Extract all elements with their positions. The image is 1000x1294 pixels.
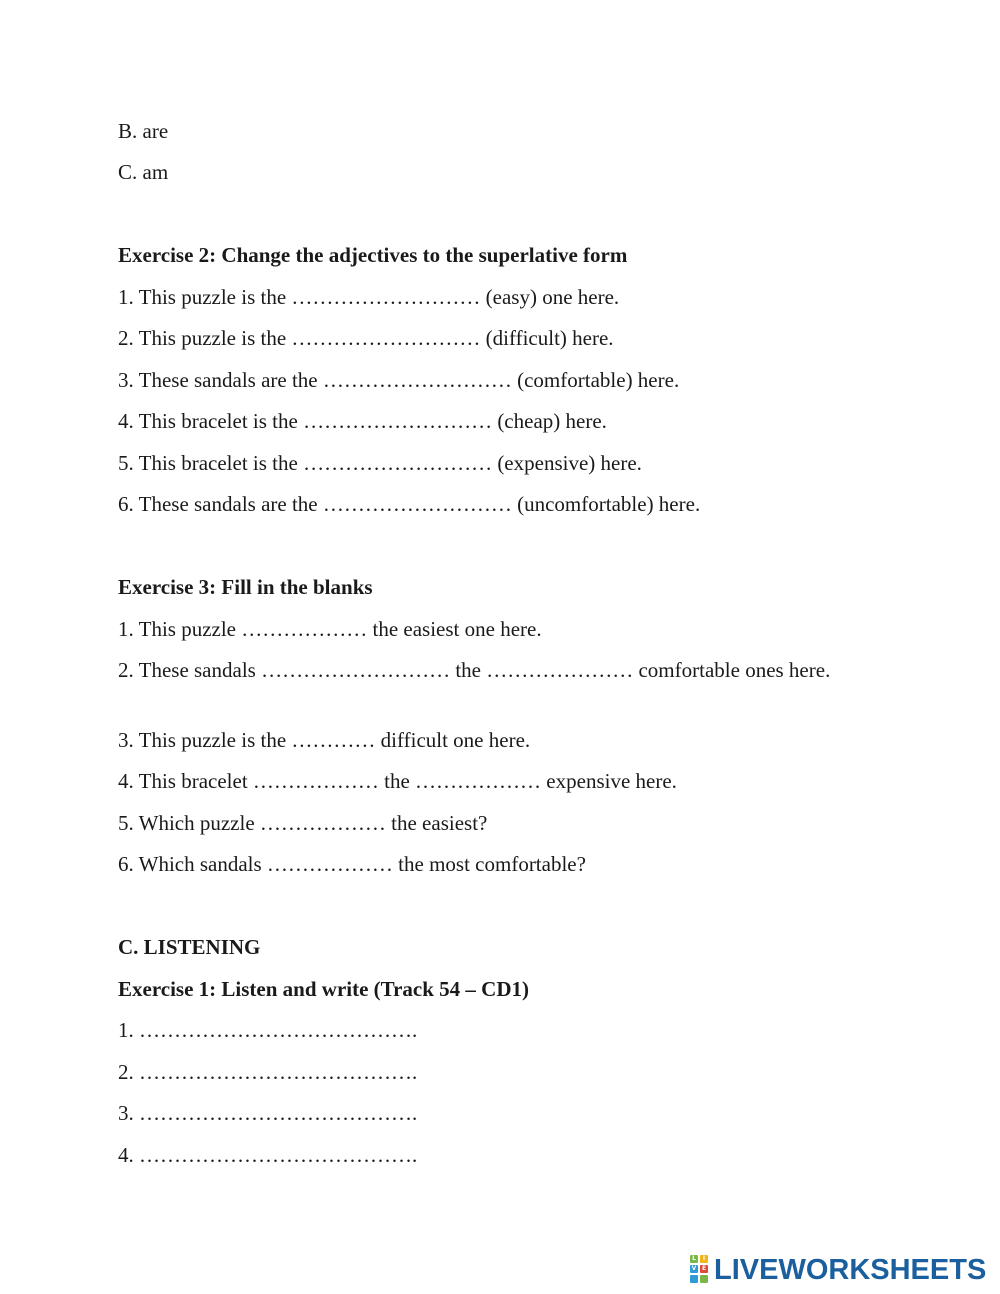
listening-item: 1. …………………………………. [118, 1018, 418, 1042]
exercise3-item: 3. This puzzle is the ………… difficult one here. [118, 728, 531, 752]
liveworksheets-logo-text: LIVEWORKSHEETS [714, 1254, 987, 1286]
exercise2-item: 2. This puzzle is the ……………………… (difficult) here. [118, 326, 614, 350]
logo-tile: E [701, 1265, 707, 1272]
listening-item: 3. …………………………………. [118, 1101, 418, 1125]
liveworksheets-logo[interactable] [690, 1252, 990, 1288]
listening-item: 2. …………………………………. [118, 1060, 418, 1084]
exercise2-item: 4. This bracelet is the ……………………… (cheap) here. [118, 409, 607, 433]
exercise3-item: 5. Which puzzle ……………… the easiest? [118, 811, 488, 835]
listening-section-title: C. LISTENING [118, 935, 261, 959]
logo-tile: L [690, 1255, 698, 1263]
logo-tile [700, 1275, 708, 1283]
listening-item: 4. …………………………………. [118, 1143, 418, 1167]
logo-tile: V [691, 1265, 697, 1272]
exercise3-item: 2. These sandals ……………………… the ………………… comfortable ones here. [118, 658, 831, 682]
liveworksheets-logo-icon [690, 1255, 710, 1285]
exercise2-item: 5. This bracelet is the ……………………… (expensive) here. [118, 451, 642, 475]
exercise3-title: Exercise 3: Fill in the blanks [118, 575, 373, 599]
exercise2-item: 6. These sandals are the ……………………… (uncomfortable) here. [118, 492, 701, 516]
exercise3-item: 1. This puzzle ……………… the easiest one here. [118, 617, 542, 641]
exercise3-item: 4. This bracelet ……………… the ……………… expensive here. [118, 769, 677, 793]
exercise3-item: 6. Which sandals ……………… the most comfortable? [118, 852, 586, 876]
exercise2-item: 1. This puzzle is the ……………………… (easy) one here. [118, 285, 620, 309]
option-b: B. are [118, 119, 169, 143]
logo-tile: I [700, 1255, 708, 1263]
logo-tile [690, 1275, 698, 1283]
exercise2-item: 3. These sandals are the ……………………… (comfortable) here. [118, 368, 680, 392]
exercise2-title: Exercise 2: Change the adjectives to the superlative form [118, 243, 628, 267]
option-c: C. am [118, 160, 169, 184]
listening-exercise1-title: Exercise 1: Listen and write (Track 54 – CD1) [118, 977, 529, 1001]
